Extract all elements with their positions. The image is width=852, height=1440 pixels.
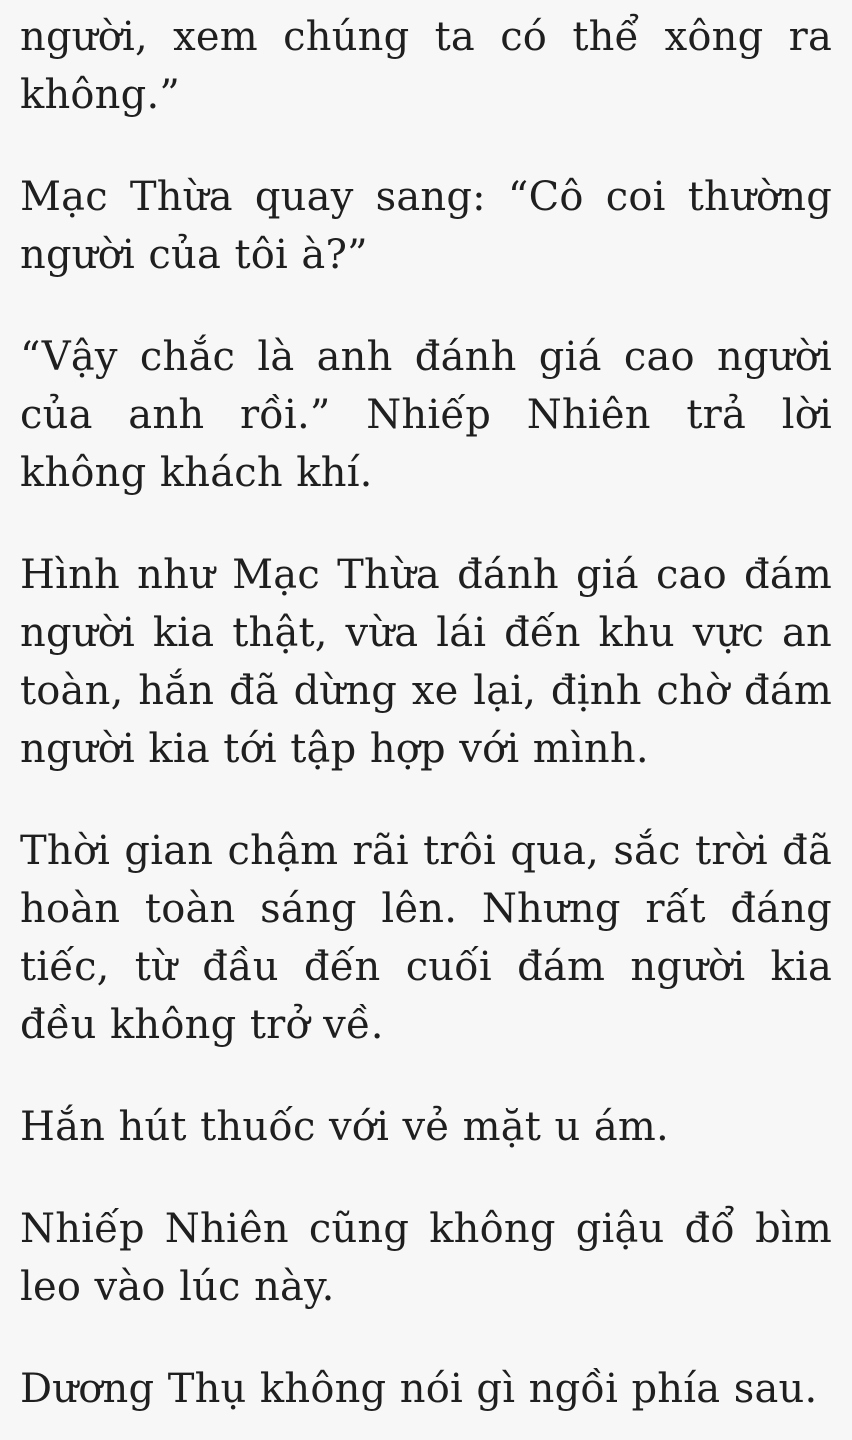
paragraph: Hắn hút thuốc với vẻ mặt u ám. (20, 1104, 669, 1150)
paragraph: người, xem chúng ta có thể xông ra không.” (20, 14, 832, 118)
paragraph: Mạc Thừa quay sang: “Cô coi thường người của tôi à?” (20, 174, 832, 278)
paragraph: “Vậy chắc là anh đánh giá cao người của anh rồi.” Nhiếp Nhiên trả lời không khách khí. (20, 334, 832, 496)
paragraph: Thời gian chậm rãi trôi qua, sắc trời đã hoàn toàn sáng lên. Nhưng rất đáng tiếc, từ đầu đến cuối đám người kia đều không trở về. (20, 828, 832, 1048)
paragraph: Hình như Mạc Thừa đánh giá cao đám người kia thật, vừa lái đến khu vực an toàn, hắn đã dừng xe lại, định chờ đám người kia tới tập hợp với mình. (20, 552, 832, 772)
paragraph: Dương Thụ không nói gì ngồi phía sau. (20, 1366, 818, 1412)
paragraph: Nhiếp Nhiên cũng không giậu đổ bìm leo vào lúc này. (20, 1206, 832, 1310)
